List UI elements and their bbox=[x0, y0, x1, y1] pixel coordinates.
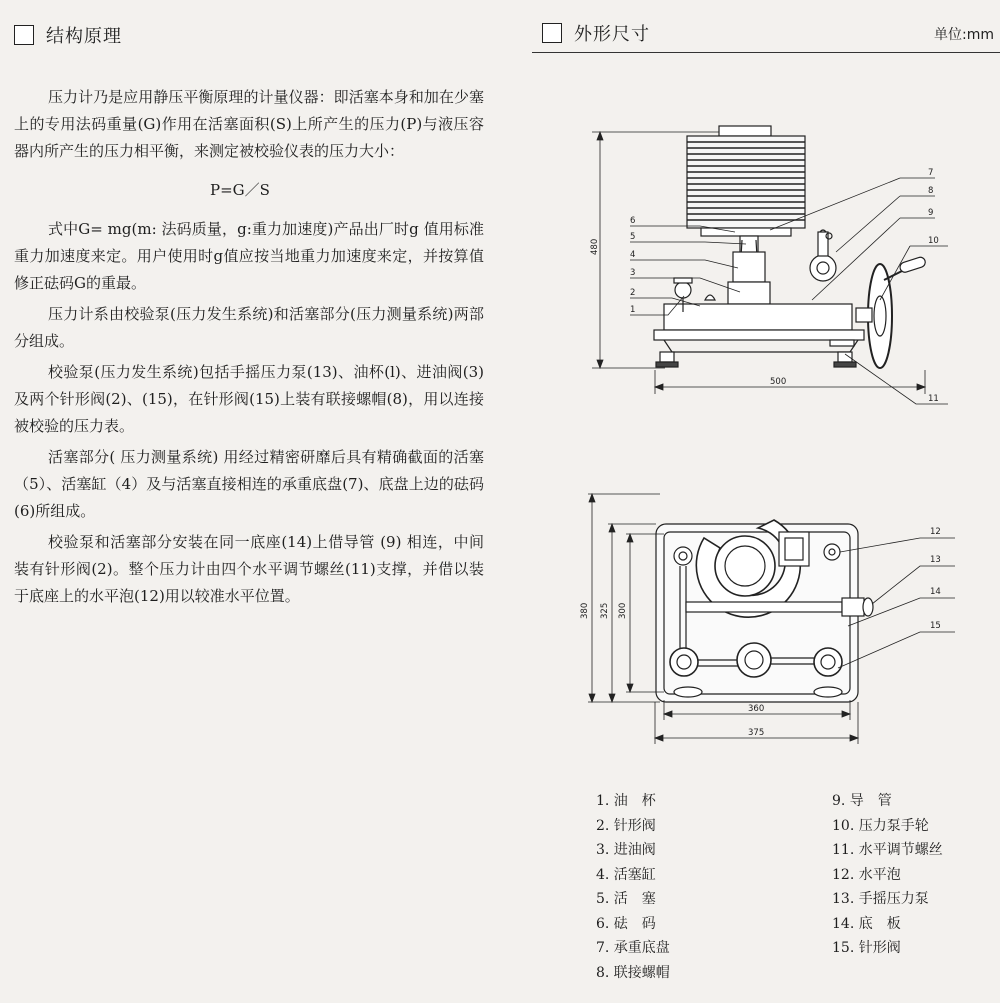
legend-column-right bbox=[832, 789, 943, 961]
legend-item: 2. 针形阀 bbox=[596, 817, 656, 834]
legend-item: 13. 手摇压力泵 bbox=[832, 891, 929, 907]
paragraph-piston: 活塞部分( 压力测量系统) 用经过精密研靡后具有精确截面的活塞（5）、活塞缸（4）及与活塞直接相连的承重底盘(7)、底盘上边的砝码(6)所组成。 bbox=[14, 448, 484, 520]
piston-cylinder bbox=[733, 252, 765, 282]
paragraph-formula-explanation: 式中G= mg(m: 法码质量，g:重力加速度)产品出厂时g 值用标准重力加速度来定。用户使用时g值应按当地重力加速度来定，并按算值修正砝码G的重最。 bbox=[14, 220, 484, 292]
paragraph-assembly: 校验泵和活塞部分安装在同一底座(14)上借导管 (9) 相连，中间装有针形阀(2)。整个压力计由四个水平调节螺丝(11)支撑，并借以装于底座上的水平泡(12)用以较准水平位置。 bbox=[14, 533, 484, 605]
callout-13: 13 bbox=[930, 555, 941, 565]
plan-view-drawing bbox=[570, 478, 990, 758]
header-divider bbox=[532, 52, 1000, 53]
section-header-dimensions bbox=[542, 20, 650, 46]
legend-item: 5. 活 塞 bbox=[596, 891, 656, 907]
checkbox-square-icon bbox=[542, 23, 562, 43]
callout-1: 1 bbox=[630, 305, 636, 315]
weight-top-cap bbox=[719, 126, 771, 136]
paragraph-intro: 压力计乃是应用静压平衡原理的计量仪器：即活塞本身和加在少塞上的专用法码重量(G)作用在活塞面积(S)上所产生的压力(P)与液压容器内所产生的压力相平衡，来测定被校验仪表的压力大小： bbox=[14, 88, 484, 160]
dim-325: 325 bbox=[600, 602, 610, 619]
side-elevation-drawing bbox=[570, 115, 990, 415]
legend-item: 11. 水平调节螺丝 bbox=[832, 842, 943, 858]
callout-2: 2 bbox=[630, 288, 636, 298]
callout-9: 9 bbox=[928, 208, 934, 218]
formula: P=G／S bbox=[210, 181, 270, 199]
dim-300: 300 bbox=[618, 602, 628, 619]
principle-text bbox=[14, 84, 484, 614]
callout-6: 6 bbox=[630, 216, 636, 226]
base-plate bbox=[664, 304, 852, 330]
legend-item: 3. 进油阀 bbox=[596, 842, 656, 858]
section-title-structure: 结构原理 bbox=[46, 26, 122, 47]
callout-15: 15 bbox=[930, 621, 941, 631]
legend-item: 1. 油 杯 bbox=[596, 793, 656, 809]
dim-375: 375 bbox=[748, 728, 765, 738]
legend-item: 8. 联接螺帽 bbox=[596, 964, 670, 981]
section-title-dimensions: 外形尺寸 bbox=[574, 24, 650, 45]
callout-8: 8 bbox=[928, 186, 934, 196]
legend-item: 7. 承重底盘 bbox=[596, 940, 670, 956]
legend-item: 6. 砝 码 bbox=[596, 915, 656, 932]
callout-12: 12 bbox=[930, 527, 941, 537]
section-header-structure bbox=[14, 22, 122, 48]
dim-width-500: 500 bbox=[770, 377, 787, 387]
legend-item: 15. 针形阀 bbox=[832, 940, 901, 956]
checkbox-square-icon bbox=[14, 25, 34, 45]
paragraph-pump: 校验泵(压力发生系统)包括手摇压力泵(13)、油杯(l)、进油阀(3)及两个针形阀(2)、(15)，在针形阀(15)上装有联接螺帽(8)，用以连接被校验的压力表。 bbox=[14, 363, 484, 435]
legend-column-left bbox=[596, 789, 670, 985]
unit-label: 单位:mm bbox=[934, 27, 994, 43]
callout-10: 10 bbox=[928, 236, 939, 246]
dim-380: 380 bbox=[580, 602, 590, 619]
callout-4: 4 bbox=[630, 250, 636, 260]
legend-item: 9. 导 管 bbox=[832, 793, 892, 809]
legend-item: 12. 水平泡 bbox=[832, 866, 901, 883]
paragraph-composition: 压力计系由校验泵(压力发生系统)和活塞部分(压力测量系统)两部分组成。 bbox=[14, 305, 484, 350]
callout-5: 5 bbox=[630, 232, 636, 242]
callout-14: 14 bbox=[930, 587, 941, 597]
legend-item: 14. 底 板 bbox=[832, 915, 901, 932]
legend-item: 10. 压力泵手轮 bbox=[832, 817, 929, 834]
callout-7: 7 bbox=[928, 168, 934, 178]
legend-item: 4. 活塞缸 bbox=[596, 866, 656, 883]
bearing-plate bbox=[701, 228, 791, 236]
callout-11: 11 bbox=[928, 394, 939, 404]
callout-3: 3 bbox=[630, 268, 636, 278]
dim-360: 360 bbox=[748, 704, 765, 714]
dim-height-480: 480 bbox=[590, 238, 600, 255]
